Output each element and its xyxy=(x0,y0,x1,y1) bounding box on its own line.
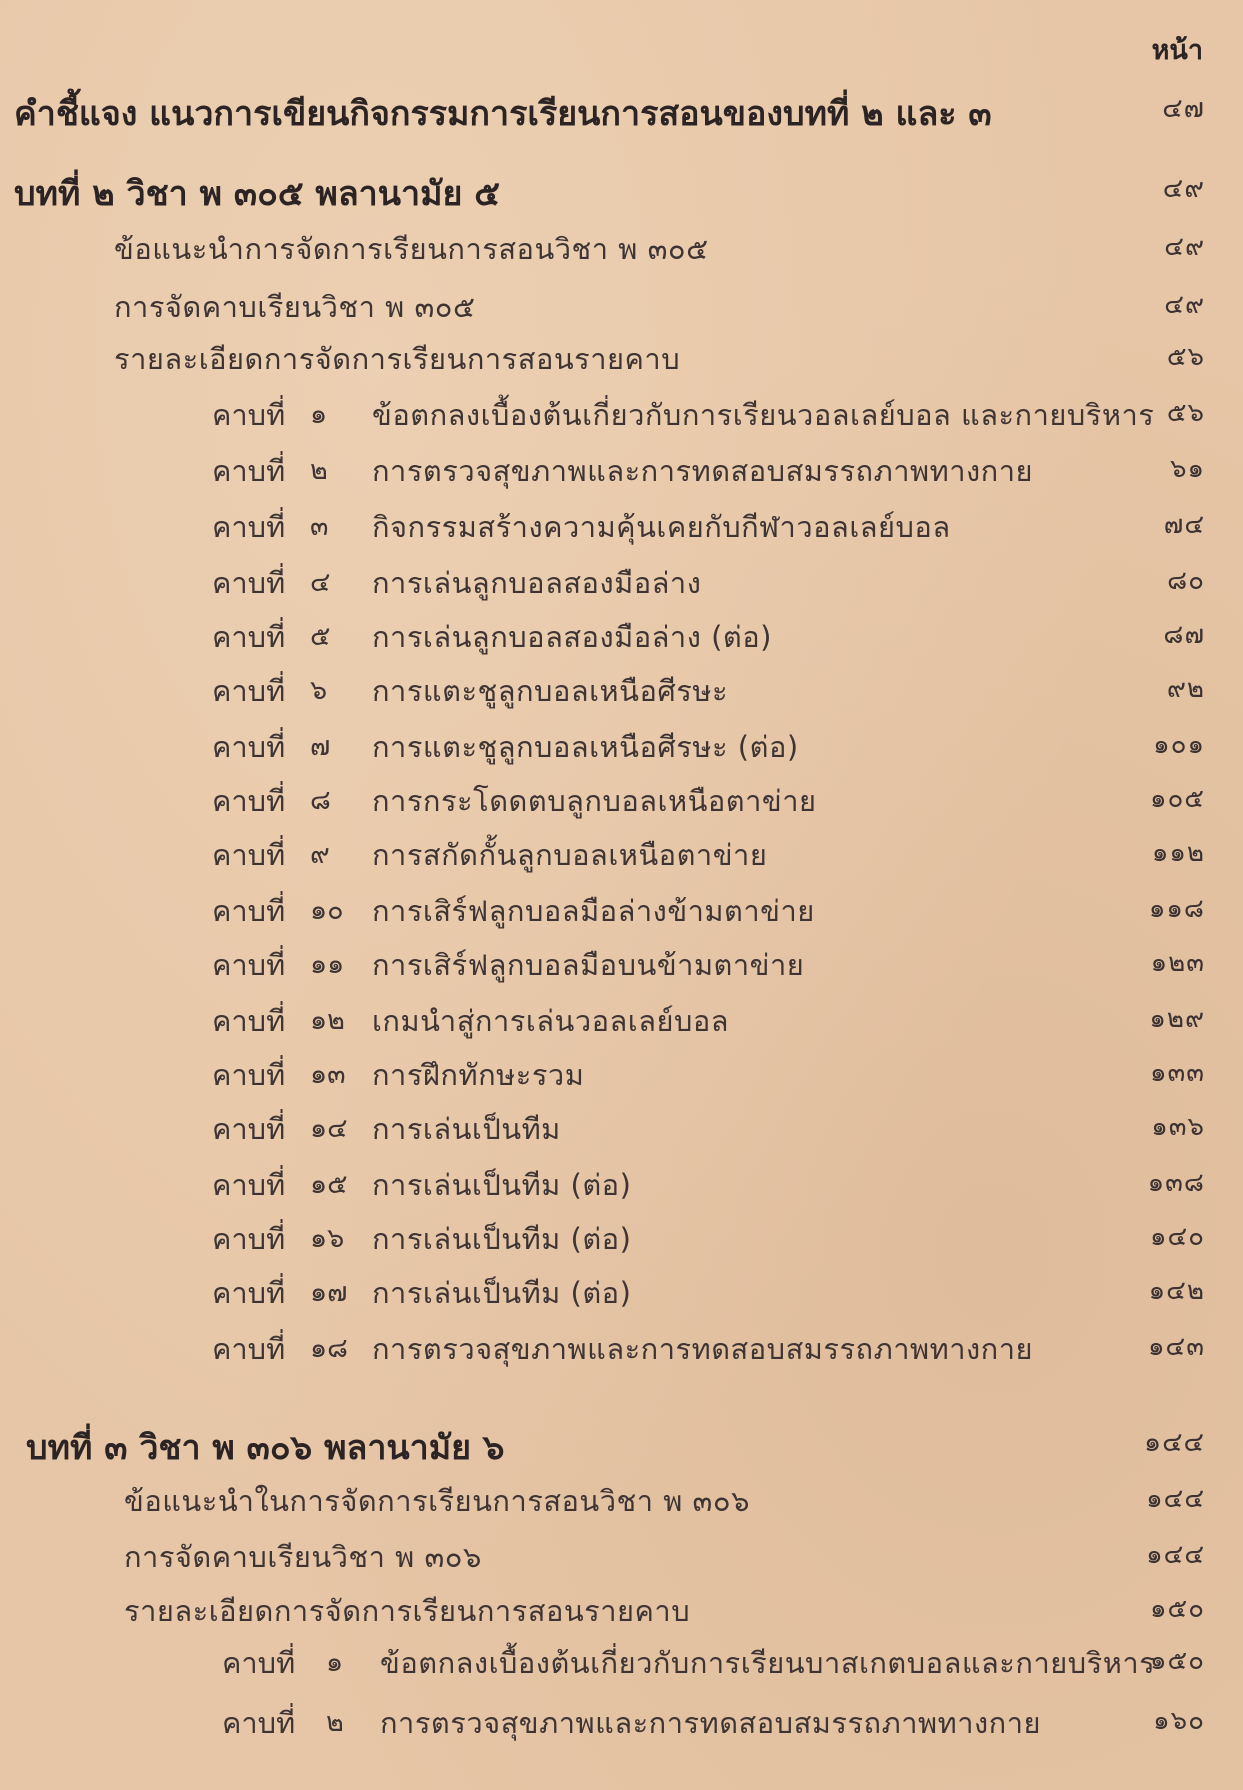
toc-period-label: คาบที่ xyxy=(222,1646,296,1680)
toc-period-label: คาบที่ xyxy=(212,838,286,872)
toc-period-text: การเสิร์ฟลูกบอลมือบนข้ามตาข่าย xyxy=(372,948,805,982)
toc-chapter-2-title: บทที่ ๒ วิชา พ ๓๐๕ พลานามัย ๕ xyxy=(14,174,500,214)
toc-page-number: ๑๔๒ xyxy=(1148,1276,1205,1306)
toc-item-text: รายละเอียดการจัดการเรียนการสอนรายคาบ xyxy=(124,1594,691,1628)
toc-period-number: ๑๕ xyxy=(310,1169,348,1200)
toc-period-number: ๑๓ xyxy=(310,1059,346,1090)
toc-page-number: ๑๒๙ xyxy=(1149,1004,1205,1034)
toc-page-number: ๕๖ xyxy=(1166,398,1205,428)
toc-period-text: การเล่นเป็นทีม xyxy=(372,1112,561,1146)
toc-period-number: ๑๔ xyxy=(310,1113,348,1144)
toc-period-text: ข้อตกลงเบื้องต้นเกี่ยวกับการเรียนวอลเลย์บอล และกายบริหาร xyxy=(372,398,1155,432)
toc-period-row xyxy=(0,504,1243,554)
toc-period-number: ๑๒ xyxy=(310,1005,345,1036)
toc-chapter-3-row xyxy=(0,1420,1243,1470)
toc-period-label: คาบที่ xyxy=(212,566,286,600)
toc-page-number: ๑๐๕ xyxy=(1149,784,1205,814)
toc-page-number: ๑๔๓ xyxy=(1148,1332,1205,1362)
toc-page-number: ๑๕๐ xyxy=(1149,1646,1205,1676)
toc-period-number: ๑๑ xyxy=(310,949,345,980)
toc-period-text: การแตะชูลูกบอลเหนือศีรษะ xyxy=(372,674,729,708)
toc-page-number: ๖๑ xyxy=(1169,454,1205,484)
toc-period-label: คาบที่ xyxy=(212,1332,286,1366)
toc-intro-row xyxy=(0,86,1243,136)
toc-period-text: การกระโดดตบลูกบอลเหนือตาข่าย xyxy=(372,784,817,818)
toc-page-number: ๕๖ xyxy=(1166,342,1205,372)
toc-item-text: ข้อแนะนำในการจัดการเรียนการสอนวิชา พ ๓๐๖ xyxy=(124,1484,750,1518)
toc-period-row xyxy=(0,668,1243,718)
toc-period-text: การสกัดกั้นลูกบอลเหนือตาข่าย xyxy=(372,838,768,872)
toc-period-label: คาบที่ xyxy=(212,1058,286,1092)
toc-page-number: ๙๒ xyxy=(1166,674,1205,704)
toc-period-label: คาบที่ xyxy=(222,1706,296,1740)
toc-intro-text: คำชี้แจง แนวการเขียนกิจกรรมการเรียนการสอนของบทที่ ๒ และ ๓ xyxy=(14,94,992,134)
toc-period-label: คาบที่ xyxy=(212,894,286,928)
toc-period-number: ๕ xyxy=(310,621,331,652)
toc-item-row xyxy=(0,226,1243,276)
toc-period-row xyxy=(0,1052,1243,1102)
toc-period-number: ๓ xyxy=(310,511,329,542)
toc-page-number: ๑๓๖ xyxy=(1151,1112,1205,1142)
toc-period-number: ๖ xyxy=(310,675,328,706)
toc-period-row xyxy=(0,614,1243,664)
toc-period-number: ๑ xyxy=(326,1647,344,1678)
toc-period-label: คาบที่ xyxy=(212,948,286,982)
toc-item-row xyxy=(0,1588,1243,1638)
toc-period-text: กิจกรรมสร้างความคุ้นเคยกับกีฬาวอลเลย์บอล xyxy=(372,510,951,544)
toc-page-number: ๑๓๓ xyxy=(1149,1058,1205,1088)
toc-period-number: ๘ xyxy=(310,785,331,816)
toc-period-row xyxy=(0,1216,1243,1266)
toc-page-number: ๑๔๔ xyxy=(1146,1540,1205,1570)
toc-period-number: ๑๗ xyxy=(310,1277,348,1308)
toc-item-text: รายละเอียดการจัดการเรียนการสอนรายคาบ xyxy=(114,342,681,376)
toc-period-row xyxy=(0,448,1243,498)
toc-period-label: คาบที่ xyxy=(212,620,286,654)
toc-page-number: ๔๙ xyxy=(1164,232,1205,262)
toc-period-label: คาบที่ xyxy=(212,510,286,544)
toc-period-text: การฝึกทักษะรวม xyxy=(372,1058,585,1092)
toc-period-number: ๗ xyxy=(310,731,331,762)
toc-period-text: การเล่นลูกบอลสองมือล่าง (ต่อ) xyxy=(372,620,772,654)
toc-page-number: ๑๐๑ xyxy=(1153,730,1205,760)
toc-period-number: ๒ xyxy=(326,1707,344,1738)
toc-period-number: ๔ xyxy=(310,567,331,598)
toc-period-number: ๑๘ xyxy=(310,1333,348,1364)
toc-page-number: ๔๙ xyxy=(1162,173,1205,204)
toc-page-number: ๑๔๔ xyxy=(1146,1484,1205,1514)
toc-period-text: การตรวจสุขภาพและการทดสอบสมรรถภาพทางกาย xyxy=(372,1332,1034,1366)
toc-period-label: คาบที่ xyxy=(212,730,286,764)
toc-page-number: ๔๗ xyxy=(1162,93,1205,124)
toc-period-text: การเล่นลูกบอลสองมือล่าง xyxy=(372,566,702,600)
toc-period-row xyxy=(0,560,1243,610)
toc-period-text: การตรวจสุขภาพและการทดสอบสมรรถภาพทางกาย xyxy=(380,1706,1042,1740)
toc-period-label: คาบที่ xyxy=(212,398,286,432)
toc-period-row xyxy=(0,1106,1243,1156)
toc-page-number: ๘๗ xyxy=(1163,620,1205,650)
toc-period-row xyxy=(0,1270,1243,1320)
toc-page-number: ๑๑๒ xyxy=(1151,838,1205,868)
toc-item-row xyxy=(0,1478,1243,1528)
toc-period-row xyxy=(0,888,1243,938)
toc-item-row xyxy=(0,336,1243,386)
toc-page-number: ๑๑๘ xyxy=(1148,894,1205,924)
toc-period-row xyxy=(0,942,1243,992)
toc-page-number: ๑๒๓ xyxy=(1150,948,1205,978)
toc-item-row xyxy=(0,284,1243,334)
toc-period-label: คาบที่ xyxy=(212,1168,286,1202)
toc-period-row xyxy=(0,832,1243,882)
toc-period-label: คาบที่ xyxy=(212,784,286,818)
toc-period-row xyxy=(0,1700,1243,1750)
toc-period-text: การเล่นเป็นทีม (ต่อ) xyxy=(372,1168,632,1202)
page-column-header: หน้า xyxy=(1151,35,1203,66)
toc-period-text: การตรวจสุขภาพและการทดสอบสมรรถภาพทางกาย xyxy=(372,454,1034,488)
toc-page-number: ๑๔๔ xyxy=(1143,1427,1205,1458)
toc-period-row xyxy=(0,1162,1243,1212)
toc-period-label: คาบที่ xyxy=(212,454,286,488)
toc-period-number: ๑๐ xyxy=(310,895,344,926)
toc-period-label: คาบที่ xyxy=(212,1276,286,1310)
toc-period-number: ๒ xyxy=(310,455,328,486)
toc-page-number: ๑๕๐ xyxy=(1149,1594,1205,1624)
toc-page-number: ๑๔๐ xyxy=(1149,1222,1205,1252)
toc-period-row xyxy=(0,724,1243,774)
toc-period-text: การเสิร์ฟลูกบอลมือล่างข้ามตาข่าย xyxy=(372,894,815,928)
toc-item-text: การจัดคาบเรียนวิชา พ ๓๐๖ xyxy=(124,1540,482,1574)
toc-page-number: ๑๖๐ xyxy=(1153,1706,1205,1736)
toc-chapter-3-title: บทที่ ๓ วิชา พ ๓๐๖ พลานามัย ๖ xyxy=(26,1428,505,1468)
toc-period-label: คาบที่ xyxy=(212,1004,286,1038)
toc-page-number: ๘๐ xyxy=(1167,566,1205,596)
toc-period-row xyxy=(0,392,1243,442)
toc-item-text: การจัดคาบเรียนวิชา พ ๓๐๕ xyxy=(114,290,476,324)
toc-period-text: การเล่นเป็นทีม (ต่อ) xyxy=(372,1222,632,1256)
toc-page-number: ๑๓๘ xyxy=(1147,1168,1205,1198)
toc-period-text: การเล่นเป็นทีม (ต่อ) xyxy=(372,1276,632,1310)
toc-period-text: การแตะชูลูกบอลเหนือศีรษะ (ต่อ) xyxy=(372,730,799,764)
toc-period-text: เกมนำสู่การเล่นวอลเลย์บอล xyxy=(372,1004,730,1038)
toc-period-row xyxy=(0,1326,1243,1376)
toc-period-row xyxy=(0,1640,1243,1690)
toc-item-text: ข้อแนะนำการจัดการเรียนการสอนวิชา พ ๓๐๕ xyxy=(114,232,709,266)
toc-chapter-2-row xyxy=(0,166,1243,216)
toc-period-number: ๙ xyxy=(310,839,330,870)
toc-period-number: ๑๖ xyxy=(310,1223,345,1254)
toc-page-number: ๔๙ xyxy=(1164,290,1205,320)
toc-period-label: คาบที่ xyxy=(212,1112,286,1146)
toc-period-row xyxy=(0,998,1243,1048)
toc-period-label: คาบที่ xyxy=(212,1222,286,1256)
toc-period-number: ๑ xyxy=(310,399,328,430)
toc-period-row xyxy=(0,778,1243,828)
toc-item-row xyxy=(0,1534,1243,1584)
toc-period-label: คาบที่ xyxy=(212,674,286,708)
toc-page-number: ๗๔ xyxy=(1163,510,1205,540)
toc-period-text: ข้อตกลงเบื้องต้นเกี่ยวกับการเรียนบาสเกตบอลและกายบริหาร xyxy=(380,1646,1156,1680)
